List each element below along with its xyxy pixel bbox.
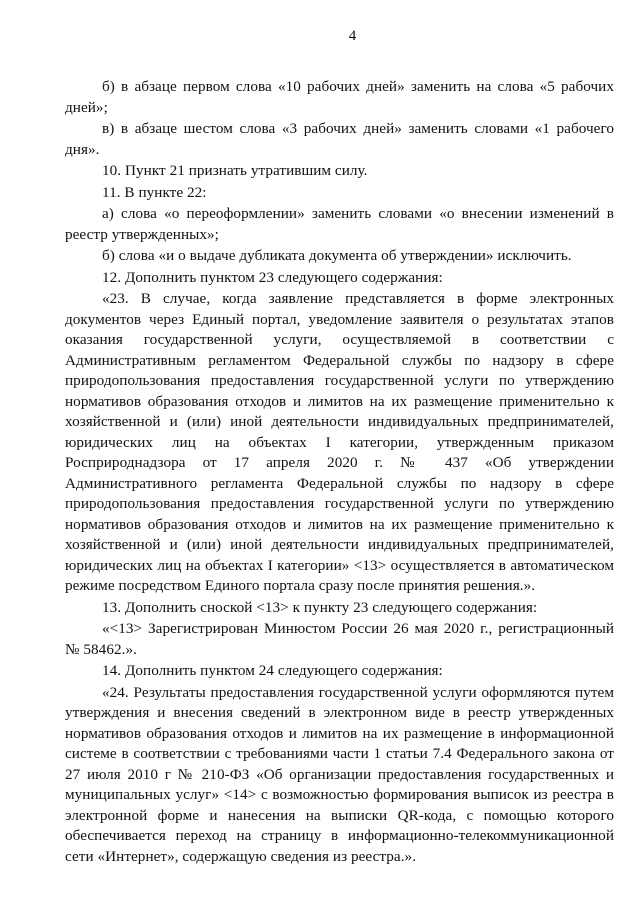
- paragraph-new-item-24: «24. Результаты предоставления государственной услуги оформляются путем утверждения и внесения сведений в электронном виде в реестр утвержденных нормативов образования отходов и лимитов на их размещение в информационной системе в соответствии с требованиями части 1 статьи 7.4 Федерального закона от 27 июля 2010 г № 210-ФЗ «Об организации предоставления государственных и муниципальных услуг» <14> с возможностью формирования выписок из реестра в электронной форме и нанесения на выписки QR-кода, с помощью которого обеспечивается переход на страницу в информационно-телекоммуникационной сети «Интернет», содержащую сведения из реестра.».: [65, 683, 614, 865]
- paragraph-footnote-13: «<13> Зарегистрирован Минюстом России 26 мая 2020 г., регистрационный № 58462.».: [65, 620, 614, 658]
- paragraph-v-sixth-abzac: в) в абзаце шестом слова «3 рабочих дней» заменить словами «1 рабочего дня».: [65, 120, 614, 158]
- paragraph-item-12: 12. Дополнить пунктом 23 следующего содержания:: [102, 268, 443, 286]
- paragraph-item-11-a: а) слова «о переоформлении» заменить словами «о внесении изменений в реестр утвержденных»;: [65, 205, 614, 243]
- page-number: 4: [348, 28, 357, 44]
- paragraph-item-14: 14. Дополнить пунктом 24 следующего содержания:: [102, 662, 443, 679]
- paragraph-new-item-23: «23. В случае, когда заявление представляется в форме электронных документов через Единый портал, уведомление заявителя о результатах этапов оказания государственной услуги, осуществляемой в соответствии с Административным регламентом Федеральной службы по надзору в сфере природопользования предоставления государственной услуги по утверждению нормативов образования отходов и лимитов на их размещение применительно к хозяйственной и (или) иной деятельности индивидуальных предпринимателей, юридических лиц на объектах I категории, утвержденным приказом Росприроднадзора от 17 апреля 2020 г. № 437 «Об утверждении Административного регламента Федеральной службы по надзору в сфере природопользования предоставления государственной услуги по утверждению нормативов образования отходов и лимитов на их размещение применительно к хозяйственной и (или) иной деятельности индивидуальных предпринимателей, юридических лиц на объектах I категории» <13> осуществляется в автоматическом режиме посредством Единого портала сразу после принятия решения.».: [65, 290, 614, 594]
- paragraph-item-13: 13. Дополнить сноской <13> к пункту 23 следующего содержания:: [102, 598, 538, 616]
- paragraph-item-11: 11. В пункте 22:: [102, 183, 207, 201]
- paragraph-item-10: 10. Пункт 21 признать утратившим силу.: [102, 162, 368, 179]
- paragraph-item-11-b: б) слова «и о выдаче дубликата документа об утверждении» исключить.: [102, 247, 572, 264]
- paragraph-b-first-abzac: б) в абзаце первом слова «10 рабочих дней» заменить на слова «5 рабочих дней»;: [65, 78, 614, 116]
